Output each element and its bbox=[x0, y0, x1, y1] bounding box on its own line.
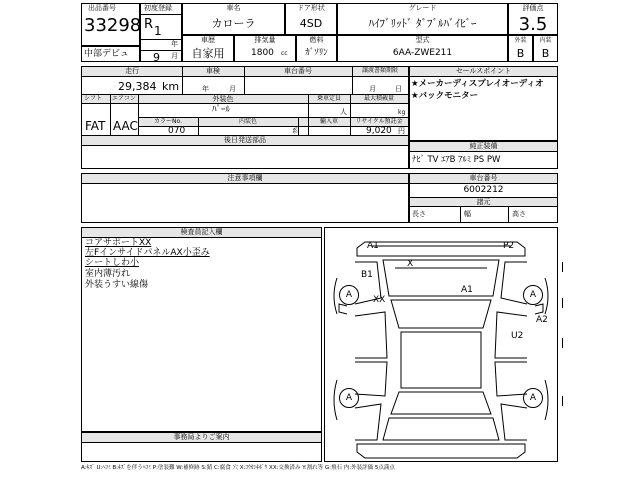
grade-cell bbox=[337, 3, 508, 35]
shift-label: シフト bbox=[84, 95, 103, 102]
left-front-door bbox=[355, 312, 387, 358]
interior-grade-label: 内装 bbox=[539, 37, 552, 44]
mark-a-rear-right: A bbox=[529, 393, 537, 403]
usage-value: 自家用 bbox=[191, 47, 225, 60]
width-label: 幅 bbox=[464, 210, 471, 218]
aftermarket-parts-label: 後日発送部品 bbox=[224, 136, 266, 144]
selling-point-2: ★バックモニター bbox=[411, 91, 479, 101]
reg-month: 9 bbox=[153, 51, 160, 64]
notes-box bbox=[81, 173, 409, 223]
mark-x-core: X bbox=[407, 259, 414, 269]
displacement-label: 排気量 bbox=[254, 36, 276, 44]
recycle-fee-label: リサイクル預託金 bbox=[355, 118, 403, 125]
doors-value: 4SD bbox=[299, 17, 323, 30]
color-no-value: 070 bbox=[168, 126, 186, 136]
interior-grade-cell bbox=[533, 35, 558, 62]
shift-value: FAT bbox=[85, 119, 106, 133]
right-front-wheel bbox=[545, 278, 548, 314]
left-rear-fender bbox=[355, 404, 381, 440]
inspector-note-1: コアサポートXX bbox=[85, 238, 152, 248]
office-box bbox=[81, 432, 322, 462]
first-registration-cell bbox=[140, 3, 182, 62]
fuel-value: ｶﾞｿﾘﾝ bbox=[305, 48, 328, 58]
mark-a-front-right: A bbox=[529, 290, 537, 300]
cc-unit: cc bbox=[281, 50, 288, 57]
interior-grade: B bbox=[541, 47, 550, 60]
selling-point-1: ★メーカーディスプレイオーディオ bbox=[411, 79, 544, 89]
mark-b1-fender: B1 bbox=[361, 270, 373, 280]
rear-window bbox=[391, 392, 491, 414]
capacity-label: 乗車定員 bbox=[316, 95, 341, 102]
rear-bumper bbox=[357, 444, 525, 458]
fuel-cell bbox=[296, 35, 337, 62]
mark-p2-bumper: P2 bbox=[503, 241, 515, 251]
mark-a1-bumper: A1 bbox=[367, 241, 379, 251]
year-unit: 年 bbox=[171, 40, 178, 48]
color-no-label: カラーNo. bbox=[154, 118, 182, 125]
car-name: カローラ bbox=[211, 17, 256, 30]
car-name-label: 車名 bbox=[226, 4, 241, 12]
trunk bbox=[383, 418, 499, 440]
rating-value: 3.5 bbox=[518, 14, 548, 35]
first-registration-label: 初度登録 bbox=[144, 4, 172, 12]
left-rear-door bbox=[355, 362, 387, 396]
right-rear-fender bbox=[501, 404, 527, 440]
mileage-value: 29,384 bbox=[118, 80, 157, 93]
inspector-notes-box bbox=[81, 227, 322, 432]
ac-value: AAC bbox=[113, 119, 138, 133]
debut-text: 中部デビュ bbox=[84, 49, 130, 59]
load-unit: kg bbox=[398, 109, 406, 116]
car-diagram bbox=[324, 227, 558, 462]
inspector-note-4: 室内薄汚れ bbox=[85, 269, 131, 279]
inspection-month-unit: 月 bbox=[229, 85, 236, 93]
right-mirror bbox=[535, 304, 543, 314]
chassis-value: 6002212 bbox=[463, 185, 504, 195]
mark-a-front-left: A bbox=[345, 290, 353, 300]
mark-xx-inside-panel: XX bbox=[373, 295, 386, 305]
mark-a-rear-left: A bbox=[345, 393, 353, 403]
lot-number: 33298 bbox=[84, 15, 142, 36]
model-value: 6AA-ZWE211 bbox=[392, 48, 453, 58]
model-label: 型式 bbox=[415, 36, 430, 44]
mileage-unit: km bbox=[162, 80, 180, 93]
mark-a1-hood: A1 bbox=[461, 285, 473, 295]
era-letter: R bbox=[144, 17, 154, 32]
load-label: 最大積載量 bbox=[363, 95, 394, 102]
displacement-value: 1800 bbox=[251, 48, 274, 58]
inspector-note-5: 外装うすい線傷 bbox=[85, 280, 149, 290]
rl-tire-circle bbox=[339, 388, 359, 408]
reg-year: 1 bbox=[154, 24, 162, 38]
chassis-box bbox=[409, 173, 558, 223]
rating-cell bbox=[508, 3, 558, 35]
equipment-box bbox=[409, 141, 558, 169]
color-value: ﾊﾟｰﾙ bbox=[212, 105, 231, 115]
selling-points-label: セールスポイント bbox=[455, 67, 512, 75]
grade-value: ﾊｲﾌﾞﾘｯﾄﾞ ﾀﾞﾌﾞﾙﾊﾞｲﾋﾞｰ bbox=[368, 17, 477, 30]
inspector-note-3: シートしわ小 bbox=[85, 258, 140, 268]
mark-u2-door: U2 bbox=[511, 331, 524, 341]
recycle-day-unit: 日 bbox=[395, 85, 402, 93]
left-front-wheel bbox=[334, 278, 337, 314]
length-label: 長さ bbox=[412, 210, 426, 218]
equipment-label: 純正装備 bbox=[469, 142, 498, 150]
capacity-unit: 人 bbox=[340, 108, 347, 116]
chassis-label: 車台番号 bbox=[469, 174, 498, 182]
mileage-label: 走行 bbox=[125, 67, 139, 75]
exterior-grade-label: 外装 bbox=[514, 37, 527, 44]
windshield bbox=[391, 300, 491, 328]
rr-tire-circle bbox=[523, 388, 543, 408]
inspector-note-2: 左FインサイドパネルAX小歪み bbox=[85, 248, 210, 258]
doors-label: ドア形状 bbox=[297, 4, 325, 12]
fuel-label: 燃料 bbox=[309, 36, 324, 44]
equipment-value: ﾅﾋﾞ TV ｴｱB ｱﾙﾐ PS PW bbox=[412, 155, 501, 165]
inspection-label: 車検 bbox=[206, 67, 220, 75]
left-mirror bbox=[339, 304, 347, 314]
dimensions-label: 諸元 bbox=[476, 198, 491, 206]
usage-cell bbox=[182, 35, 234, 62]
import-label: 輸入車 bbox=[319, 118, 338, 125]
doors-cell bbox=[285, 3, 337, 35]
recycle-fee-value: 9,020 bbox=[366, 126, 392, 136]
grade-label: グレード bbox=[408, 4, 437, 12]
lot-number-label: 出品番号 bbox=[88, 4, 116, 12]
mark-a2-door: A2 bbox=[536, 315, 548, 325]
exterior-grade: B bbox=[516, 47, 525, 60]
color-label: 外装色 bbox=[212, 95, 234, 103]
debut-cell bbox=[81, 46, 140, 62]
inspection-year-unit: 年 bbox=[202, 85, 209, 93]
selling-points-box bbox=[409, 66, 558, 141]
displacement-cell bbox=[234, 35, 296, 62]
office-label: 事務局よりご案内 bbox=[173, 433, 230, 441]
ac-label: エアコン bbox=[112, 95, 136, 102]
usage-label: 車歴 bbox=[201, 36, 215, 44]
vehicle-info-table bbox=[81, 66, 409, 169]
model-cell bbox=[337, 35, 508, 62]
front-bumper bbox=[357, 242, 525, 256]
month-unit: 月 bbox=[171, 52, 178, 60]
car-name-cell bbox=[182, 3, 285, 35]
recycle-deadline-label: 譲渡書類期限 bbox=[361, 67, 398, 74]
right-rear-wheel bbox=[545, 380, 548, 420]
right-rear-door bbox=[495, 362, 527, 396]
hood bbox=[383, 260, 499, 296]
yen-unit: 円 bbox=[398, 127, 405, 135]
fr-tire-circle bbox=[523, 285, 543, 305]
plate-label: 車台番号 bbox=[284, 67, 312, 75]
notes-label: 注意事項欄 bbox=[227, 174, 263, 182]
kei-unit: 系 bbox=[292, 128, 299, 135]
height-label: 高さ bbox=[512, 210, 526, 218]
exterior-grade-cell bbox=[508, 35, 533, 62]
lot-number-cell bbox=[81, 3, 140, 46]
left-rear-wheel bbox=[334, 380, 337, 420]
fl-tire-circle bbox=[339, 285, 359, 305]
footer-legend: A:ｷｽﾞ U:ﾍｺﾐ B:ｷｽﾞを伴うﾍｺﾐ P:塗装難 W:補修跡 S:錆 C:腐食 穴 X:ｺｳｶﾝｷﾎﾞｳ XX:交換済み Y:割れ等 G:飛石 内:外装評価 5点満点 bbox=[81, 465, 395, 471]
roof bbox=[401, 332, 481, 388]
right-margin-marks bbox=[560, 262, 568, 412]
inspector-notes-label: 検査員記入欄 bbox=[180, 228, 223, 236]
interior-color-label: 内装色 bbox=[238, 118, 257, 125]
car-outline-svg bbox=[325, 228, 557, 461]
rating-label: 評価点 bbox=[522, 4, 544, 12]
recycle-month-unit: 月 bbox=[369, 85, 376, 93]
